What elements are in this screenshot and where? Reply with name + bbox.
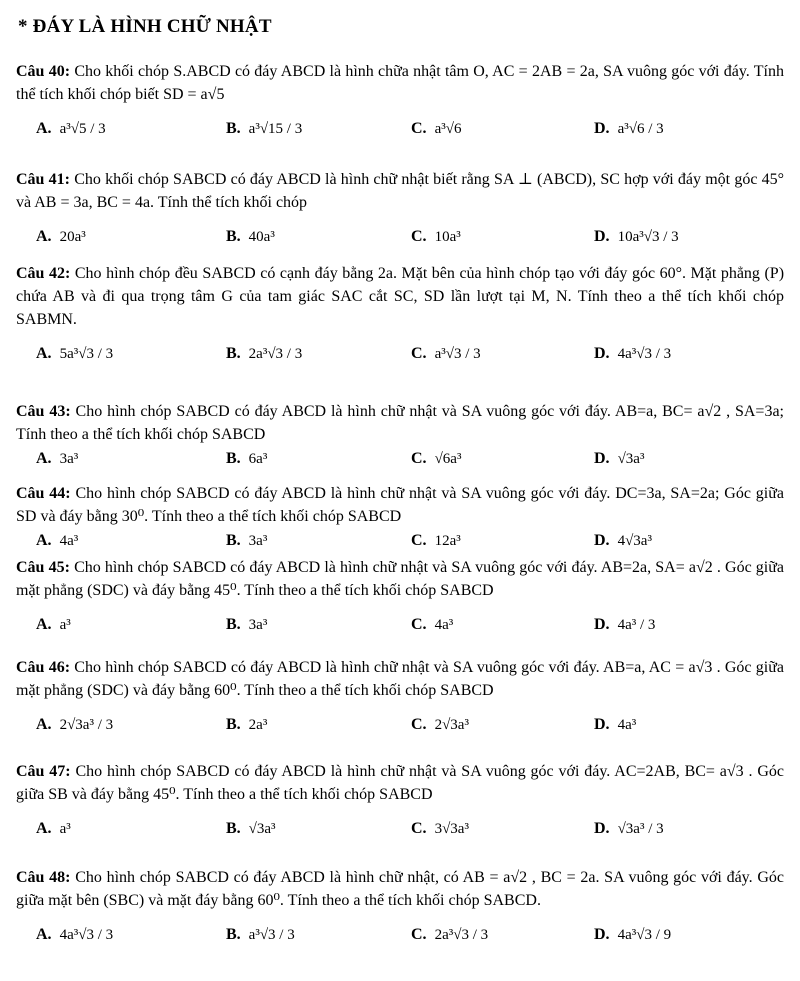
question-47 [16,760,784,852]
question-text: Câu 48: Cho hình chóp SABCD có đáy ABCD là hình chữ nhật, có AB = a√2 , BC = 2a. SA vuông góc với đáy. Góc giữa mặt bên (SBC) và mặt đáy bằng 60⁰. Tính theo a thể tích khối chóp SABCD. [16,869,785,909]
option-d[interactable]: D. 4a³√3 / 9 [594,926,672,943]
option-a[interactable]: A. 20a³ [36,228,86,245]
question-text: Câu 40: Cho khối chóp S.ABCD có đáy ABCD là hình chữa nhật tâm O, AC = 2AB = 2a, SA vuông góc với đáy. Tính thể tích khối chóp biết SD = a√5 [16,63,785,103]
option-c[interactable]: C. a³√6 [411,120,462,137]
option-a[interactable]: A. a³ [36,820,71,837]
question-41 [16,168,784,260]
option-d[interactable]: D. a³√6 / 3 [594,120,664,137]
question-text: Câu 47: Cho hình chóp SABCD có đáy ABCD là hình chữ nhật và SA vuông góc với đáy. AC=2AB, BC= a√3 . Góc giữa SB và đáy bằng 45⁰. Tính theo a thể tích khối chóp SABCD [16,763,785,803]
option-d[interactable]: D. √3a³ / 3 [594,820,664,837]
option-d[interactable]: D. 4a³ [594,716,637,733]
options [16,446,784,472]
option-a[interactable]: A. 2√3a³ / 3 [36,716,114,733]
section-heading: * ĐÁY LÀ HÌNH CHỮ NHẬT [18,16,272,37]
options [16,602,784,648]
question-45 [16,556,784,648]
options [16,331,784,377]
question-42 [16,262,784,377]
option-a[interactable]: A. a³ [36,616,71,633]
options [16,106,784,152]
option-d[interactable]: D. 4a³√3 / 3 [594,345,672,362]
option-d[interactable]: D. 4a³ / 3 [594,616,656,633]
option-c[interactable]: C. 2a³√3 / 3 [411,926,489,943]
options [16,528,784,554]
option-b[interactable]: B. a³√3 / 3 [226,926,295,943]
question-text: Câu 42: Cho hình chóp đều SABCD có cạnh đáy bằng 2a. Mặt bên của hình chóp tạo với đáy góc 60°. Mặt phẳng (P) chứa AB và đi qua trọng tâm G của tam giác SAC cắt SC, SD lần lượt tại M, N. Tính theo a thể tích khối chóp SABMN. [16,265,785,328]
option-b[interactable]: B. 2a³√3 / 3 [226,345,303,362]
option-a[interactable]: A. a³√5 / 3 [36,120,106,137]
option-d[interactable]: D. √3a³ [594,450,645,467]
option-b[interactable]: B. 3a³ [226,532,268,549]
option-c[interactable]: C. 10a³ [411,228,461,245]
option-c[interactable]: C. 3√3a³ [411,820,469,837]
option-b[interactable]: B. a³√15 / 3 [226,120,303,137]
option-c[interactable]: C. a³√3 / 3 [411,345,481,362]
question-48 [16,866,784,958]
options [16,702,784,748]
option-a[interactable]: A. 4a³ [36,532,79,549]
question-text: Câu 44: Cho hình chóp SABCD có đáy ABCD là hình chữ nhật và SA vuông góc với đáy. DC=3a, SA=2a; Góc giữa SD và đáy bằng 30⁰. Tính theo a thể tích khối chóp SABCD [16,485,784,525]
option-c[interactable]: C. √6a³ [411,450,462,467]
options [16,806,784,852]
options [16,912,784,958]
option-b[interactable]: B. 40a³ [226,228,275,245]
question-44 [16,482,784,554]
option-b[interactable]: B. 6a³ [226,450,268,467]
question-40 [16,60,784,152]
option-b[interactable]: B. √3a³ [226,820,276,837]
option-d[interactable]: D. 10a³√3 / 3 [594,228,679,245]
option-a[interactable]: A. 3a³ [36,450,79,467]
question-text: Câu 45: Cho hình chóp SABCD có đáy ABCD là hình chữ nhật và SA vuông góc với đáy. AB=2a, SA= a√2 . Góc giữa mặt phẳng (SDC) và đáy bằng 45⁰. Tính theo a thể tích khối chóp SABCD [16,559,785,599]
option-c[interactable]: C. 2√3a³ [411,716,469,733]
question-text: Câu 41: Cho khối chóp SABCD có đáy ABCD là hình chữ nhật biết rằng SA ⊥ (ABCD), SC hợp với đáy một góc 45° và AB = 3a, BC = 4a. Tính thể tích khối chóp [16,171,785,211]
question-text: Câu 46: Cho hình chóp SABCD có đáy ABCD là hình chữ nhật và SA vuông góc với đáy. AB=a, AC = a√3 . Góc giữa mặt phẳng (SDC) và đáy bằng 60⁰. Tính theo a thể tích khối chóp SABCD [16,659,784,699]
question-43 [16,400,784,472]
question-text: Câu 43: Cho hình chóp SABCD có đáy ABCD là hình chữ nhật và SA vuông góc với đáy. AB=a, BC= a√2 , SA=3a; Tính theo a thể tích khối chóp SABCD [16,403,785,443]
option-c[interactable]: C. 4a³ [411,616,454,633]
option-a[interactable]: A. 4a³√3 / 3 [36,926,114,943]
option-b[interactable]: B. 3a³ [226,616,268,633]
option-d[interactable]: D. 4√3a³ [594,532,652,549]
question-46 [16,656,784,748]
option-c[interactable]: C. 12a³ [411,532,461,549]
option-a[interactable]: A. 5a³√3 / 3 [36,345,114,362]
option-b[interactable]: B. 2a³ [226,716,268,733]
options [16,214,784,260]
